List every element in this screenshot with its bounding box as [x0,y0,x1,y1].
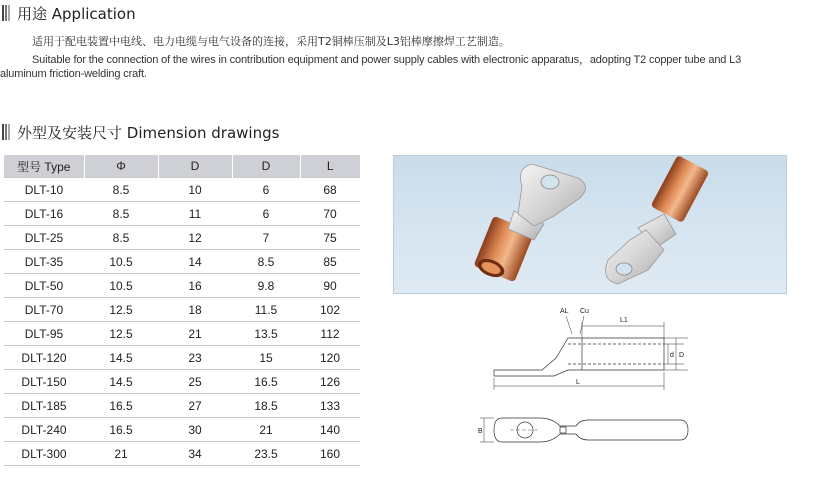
table-row [4,274,360,298]
table-cell: DLT-300 [4,442,84,466]
table-cell: 7 [232,226,300,250]
lug-left [473,164,585,282]
section-bars-icon [2,5,11,21]
table-row [4,178,360,202]
table-row [4,442,360,466]
table-cell: 140 [300,418,360,442]
label-D: D [679,352,685,359]
table-cell: 18.5 [232,394,300,418]
table-cell: 21 [158,322,232,346]
table-cell: 8.5 [84,178,158,202]
table-row [4,346,360,370]
lug-photo-illustration [394,156,786,293]
table-cell: DLT-25 [4,226,84,250]
table-row [4,250,360,274]
table-cell: 13.5 [232,322,300,346]
table-row [4,298,360,322]
table-cell: DLT-16 [4,202,84,226]
label-cu: Cu [580,308,589,315]
table-cell: 102 [300,298,360,322]
dimension-table [4,155,360,466]
product-photo [393,155,787,294]
table-body [4,178,360,466]
table-cell: 18 [158,298,232,322]
table-row [4,202,360,226]
table-cell: DLT-35 [4,250,84,274]
table-cell: DLT-150 [4,370,84,394]
table-cell: 11.5 [232,298,300,322]
table-cell: 14.5 [84,370,158,394]
lug-right [606,155,710,284]
table-cell: 34 [158,442,232,466]
table-cell: DLT-240 [4,418,84,442]
table-cell: DLT-10 [4,178,84,202]
table-cell: 120 [300,346,360,370]
table-cell: DLT-50 [4,274,84,298]
table-cell: 14 [158,250,232,274]
table-cell: 112 [300,322,360,346]
table-cell: 6 [232,178,300,202]
table-cell: 160 [300,442,360,466]
header-d: D [232,155,300,178]
dimension-drawing [480,300,720,470]
table-cell: 8.5 [84,226,158,250]
table-cell: 16 [158,274,232,298]
table-cell: 85 [300,250,360,274]
table-cell: 9.8 [232,274,300,298]
plan-view [480,418,688,442]
table-cell: 12.5 [84,322,158,346]
table-cell: 27 [158,394,232,418]
table-cell: 21 [84,442,158,466]
header-L: L [300,155,360,178]
table-cell: 90 [300,274,360,298]
header-D: D [158,155,232,178]
table-cell: 12 [158,226,232,250]
table-cell: DLT-120 [4,346,84,370]
table-cell: 12.5 [84,298,158,322]
table-cell: DLT-185 [4,394,84,418]
table-cell: 133 [300,394,360,418]
table-cell: 75 [300,226,360,250]
table-cell: 10.5 [84,274,158,298]
table-cell: 23.5 [232,442,300,466]
table-cell: 8.5 [84,202,158,226]
section-bars-icon [2,124,11,140]
application-desc-en: Suitable for the connection of the wires in contribution equipment and power supply cables with electronic apparatus，adopting T2 copper tube and L3 aluminum friction-welding craft. [0,54,742,80]
table-cell: 6 [232,202,300,226]
table-row [4,370,360,394]
label-d: d [670,352,674,359]
header-phi: Φ [84,155,158,178]
label-al: AL [560,308,569,315]
table-cell: 68 [300,178,360,202]
table-cell: 11 [158,202,232,226]
table-cell: 10.5 [84,250,158,274]
table-cell: 70 [300,202,360,226]
table-row [4,418,360,442]
table-cell: 23 [158,346,232,370]
table-cell: 16.5 [84,418,158,442]
table-cell: 16.5 [232,370,300,394]
table-cell: 21 [232,418,300,442]
application-heading [2,2,136,24]
table-cell: 15 [232,346,300,370]
table-row [4,394,360,418]
dimension-title: 外型及安装尺寸 Dimension drawings [17,123,280,142]
table-cell: 30 [158,418,232,442]
table-cell: 25 [158,370,232,394]
header-type: 型号 Type [4,155,84,178]
table-cell: 8.5 [232,250,300,274]
side-view [494,316,688,390]
label-L: L [576,379,580,386]
application-desc-cn: 适用于配电装置中电线、电力电缆与电气设备的连接，采用T2铜棒压制及L3铝棒摩擦焊工艺制造。 [32,35,510,48]
dimension-heading [2,121,279,143]
application-title: 用途 Application [17,4,136,23]
label-B: B [478,428,483,435]
table-cell: DLT-70 [4,298,84,322]
table-row [4,322,360,346]
table-cell: 10 [158,178,232,202]
table-cell: 126 [300,370,360,394]
table-cell: 14.5 [84,346,158,370]
table-row [4,226,360,250]
table-header-row [4,155,360,178]
label-l1: L1 [620,317,628,324]
table-cell: DLT-95 [4,322,84,346]
table-cell: 16.5 [84,394,158,418]
